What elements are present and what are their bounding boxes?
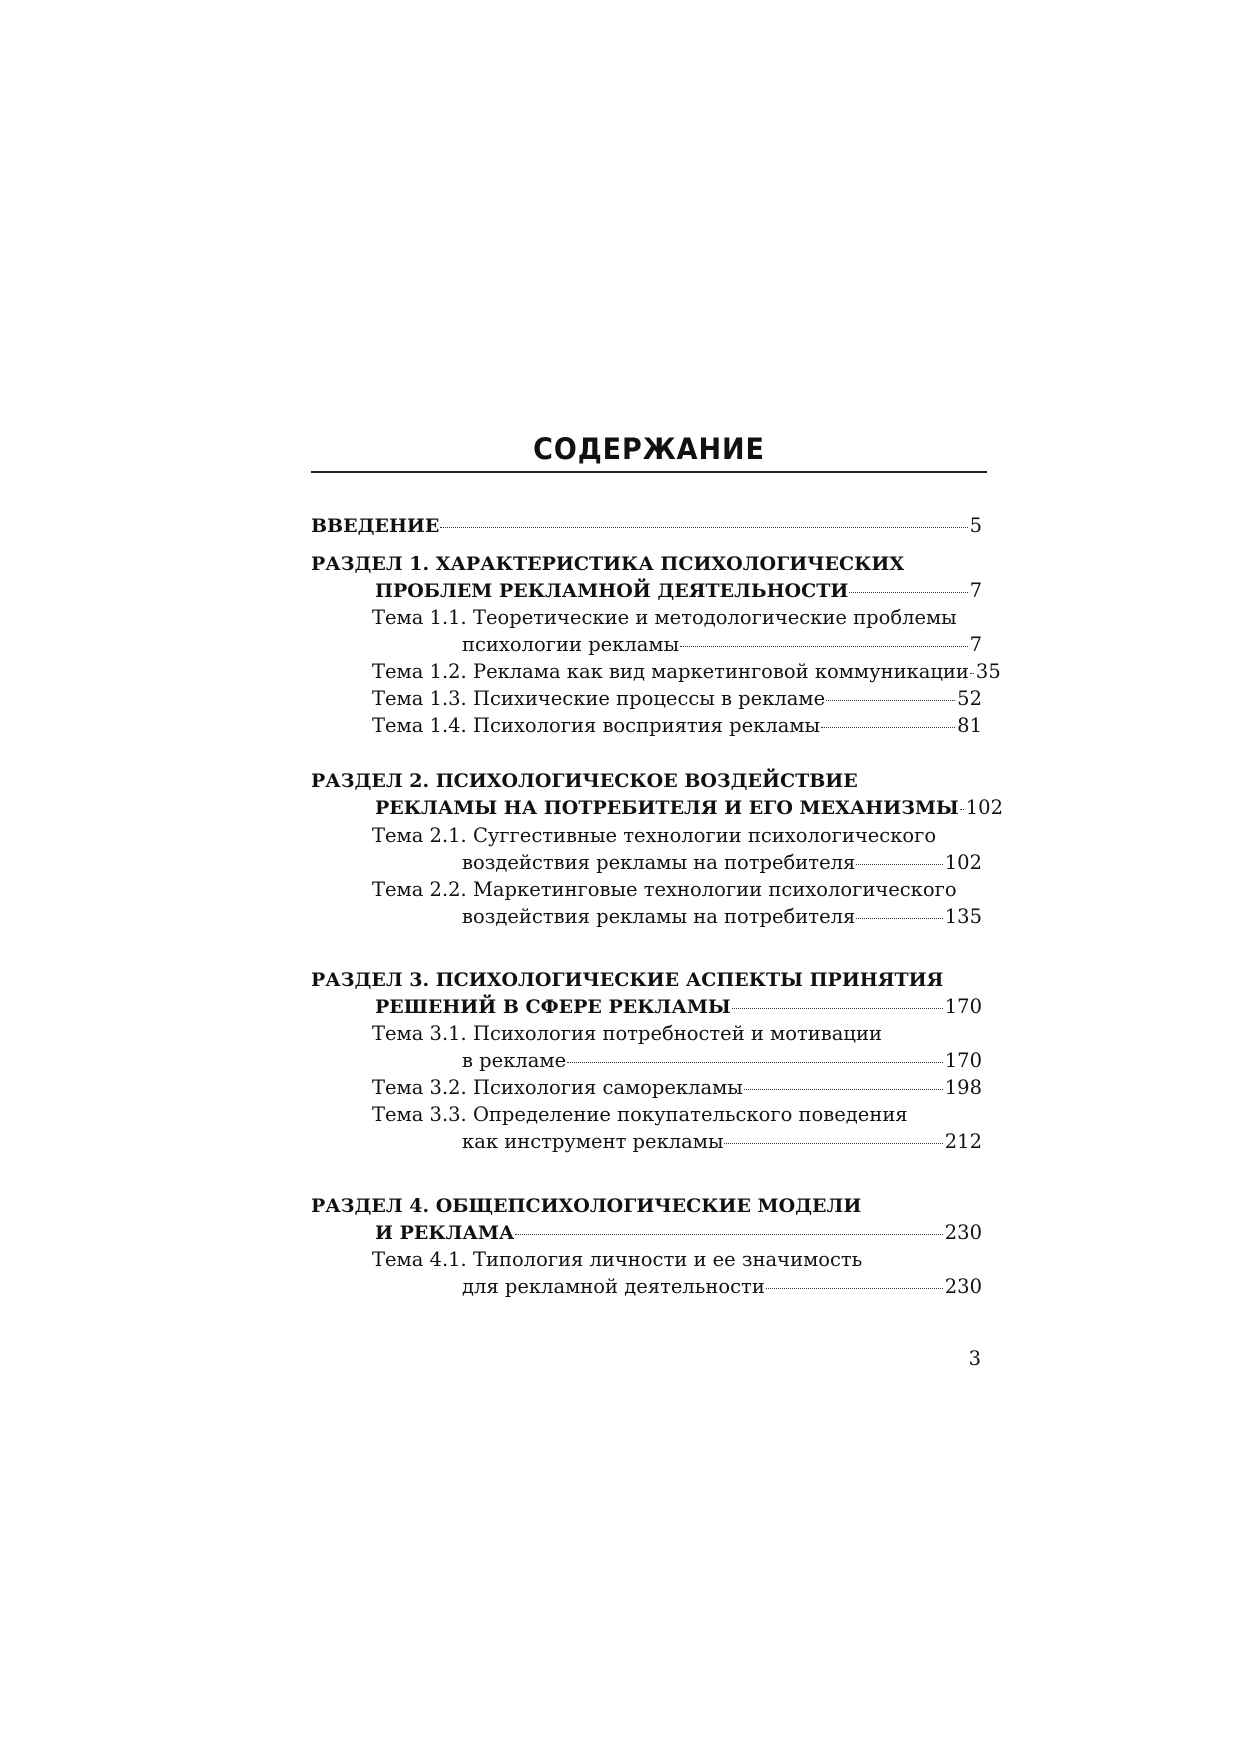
toc-entry-topic-3-2[interactable] bbox=[372, 1074, 982, 1102]
title-rule bbox=[311, 471, 987, 473]
toc-entry-section-1[interactable] bbox=[375, 577, 982, 605]
toc-entry-label: Тема 1.4. Психология восприятия рекламы bbox=[372, 714, 821, 737]
toc-entry-topic-2-1[interactable] bbox=[462, 849, 982, 877]
toc-entry-label: РЕКЛАМЫ НА ПОТРЕБИТЕЛЯ И ЕГО МЕХАНИЗМЫ bbox=[375, 797, 959, 819]
dot-leader bbox=[826, 700, 955, 701]
page-number: 3 bbox=[968, 1347, 981, 1370]
toc-entry-topic-2-2[interactable] bbox=[462, 903, 982, 931]
topic-3-3-heading: Тема 3.3. Определение покупательского поведения bbox=[372, 1103, 908, 1126]
toc-entry-intro[interactable] bbox=[311, 512, 982, 540]
toc-entry-topic-3-1[interactable] bbox=[462, 1047, 982, 1075]
toc-entry-page: 230 bbox=[944, 1221, 982, 1244]
topic-4-1-heading: Тема 4.1. Типология личности и ее значимость bbox=[372, 1248, 863, 1271]
page-title: СОДЕРЖАНИЕ bbox=[533, 432, 765, 466]
toc-entry-label: ПРОБЛЕМ РЕКЛАМНОЙ ДЕЯТЕЛЬНОСТИ bbox=[375, 580, 849, 602]
dot-leader bbox=[732, 1008, 943, 1009]
toc-entry-label: воздействия рекламы на потребителя bbox=[462, 851, 856, 874]
toc-entry-label: психологии рекламы bbox=[462, 633, 680, 656]
section-3-heading: РАЗДЕЛ 3. ПСИХОЛОГИЧЕСКИЕ АСПЕКТЫ ПРИНЯТИЯ bbox=[311, 969, 944, 991]
dot-leader bbox=[970, 673, 974, 674]
toc-entry-page: 81 bbox=[957, 714, 982, 737]
toc-entry-label: в рекламе bbox=[462, 1049, 567, 1072]
toc-entry-page: 198 bbox=[944, 1076, 982, 1099]
dot-leader bbox=[849, 592, 967, 593]
toc-entry-page: 170 bbox=[944, 995, 982, 1018]
toc-entry-page: 135 bbox=[944, 905, 982, 928]
toc-entry-label: воздействия рекламы на потребителя bbox=[462, 905, 856, 928]
toc-entry-page: 212 bbox=[944, 1130, 982, 1153]
toc-entry-label: РЕШЕНИЙ В СФЕРЕ РЕКЛАМЫ bbox=[375, 996, 731, 1018]
toc-entry-label: ВВЕДЕНИЕ bbox=[311, 515, 440, 537]
toc-entry-page: 52 bbox=[957, 687, 982, 710]
toc-entry-section-2[interactable] bbox=[375, 794, 1003, 822]
toc-entry-page: 7 bbox=[969, 633, 982, 656]
toc-entry-topic-1-1[interactable] bbox=[462, 631, 982, 659]
toc-entry-page: 5 bbox=[969, 514, 982, 537]
dot-leader bbox=[856, 918, 942, 919]
dot-leader bbox=[744, 1089, 943, 1090]
toc-entry-label: Тема 3.2. Психология саморекламы bbox=[372, 1076, 743, 1099]
dot-leader bbox=[766, 1288, 943, 1289]
toc-entry-label: для рекламной деятельности bbox=[462, 1275, 765, 1298]
dot-leader bbox=[567, 1062, 943, 1063]
toc-entry-page: 102 bbox=[944, 851, 982, 874]
dot-leader bbox=[960, 809, 964, 810]
toc-entry-topic-3-3[interactable] bbox=[462, 1128, 982, 1156]
toc-entry-label: как инструмент рекламы bbox=[462, 1130, 724, 1153]
toc-entry-page: 170 bbox=[944, 1049, 982, 1072]
toc-entry-label: Тема 1.2. Реклама как вид маркетинговой коммуникации bbox=[372, 660, 969, 683]
dot-leader bbox=[515, 1234, 942, 1235]
topic-2-1-heading: Тема 2.1. Суггестивные технологии психологического bbox=[372, 824, 937, 847]
toc-entry-label: Тема 1.3. Психические процессы в рекламе bbox=[372, 687, 826, 710]
toc-entry-page: 35 bbox=[975, 660, 1001, 683]
dot-leader bbox=[680, 646, 967, 647]
dot-leader bbox=[821, 727, 955, 728]
toc-entry-label: И РЕКЛАМА bbox=[375, 1222, 515, 1244]
toc-entry-page: 230 bbox=[944, 1275, 982, 1298]
toc-entry-topic-1-3[interactable] bbox=[372, 685, 982, 713]
topic-2-2-heading: Тема 2.2. Маркетинговые технологии психологического bbox=[372, 878, 957, 901]
toc-entry-topic-1-2[interactable] bbox=[372, 658, 1001, 686]
toc-entry-section-3[interactable] bbox=[375, 993, 982, 1021]
dot-leader bbox=[856, 864, 942, 865]
section-4-heading: РАЗДЕЛ 4. ОБЩЕПСИХОЛОГИЧЕСКИЕ МОДЕЛИ bbox=[311, 1195, 862, 1217]
section-1-heading: РАЗДЕЛ 1. ХАРАКТЕРИСТИКА ПСИХОЛОГИЧЕСКИХ bbox=[311, 553, 905, 575]
toc-entry-topic-4-1[interactable] bbox=[462, 1273, 982, 1301]
topic-3-1-heading: Тема 3.1. Психология потребностей и мотивации bbox=[372, 1022, 882, 1045]
section-2-heading: РАЗДЕЛ 2. ПСИХОЛОГИЧЕСКОЕ ВОЗДЕЙСТВИЕ bbox=[311, 770, 858, 792]
topic-1-1-heading: Тема 1.1. Теоретические и методологические проблемы bbox=[372, 606, 957, 629]
toc-entry-page: 7 bbox=[969, 579, 982, 602]
toc-entry-topic-1-4[interactable] bbox=[372, 712, 982, 740]
toc-entry-section-4[interactable] bbox=[375, 1219, 982, 1247]
dot-leader bbox=[724, 1143, 942, 1144]
toc-entry-page: 102 bbox=[965, 796, 1003, 819]
dot-leader bbox=[440, 527, 967, 528]
